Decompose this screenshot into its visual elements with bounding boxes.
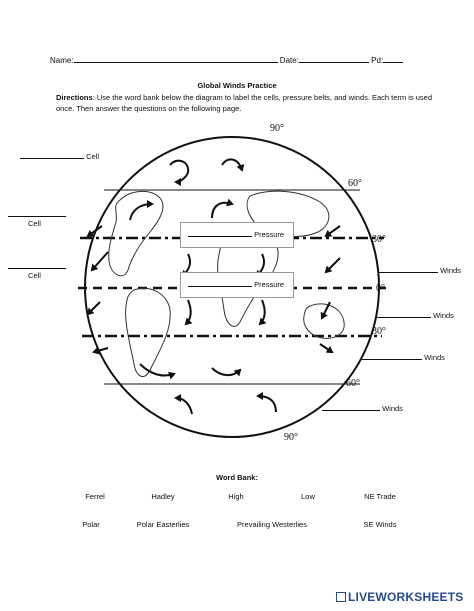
degree-60-south: 60° <box>346 378 360 389</box>
word-low: Low <box>301 492 315 501</box>
cell-label-text-2: Cell <box>28 219 41 228</box>
degree-60-north: 60° <box>348 178 362 189</box>
wind-blank-4[interactable] <box>322 410 380 411</box>
word-ferrel: Ferrel <box>85 492 105 501</box>
directions-label: Directions <box>56 93 93 102</box>
pressure-label-2: Pressure <box>254 280 285 289</box>
cell-label-text-1: Cell <box>86 152 100 161</box>
pd-label: Pd: <box>371 56 384 65</box>
cell-blank-1[interactable] <box>20 158 84 159</box>
degree-30-north: 30° <box>372 234 386 245</box>
pressure-box-north[interactable] <box>180 222 294 248</box>
word-se-winds: SE Winds <box>363 520 397 529</box>
wind-label-text-2: Winds <box>433 311 454 320</box>
wind-label-text-1: Winds <box>440 266 461 275</box>
word-polar: Polar <box>82 520 100 529</box>
wind-label-2 <box>375 311 454 320</box>
wind-label-1 <box>378 266 461 275</box>
word-polar-easterlies: Polar Easterlies <box>136 520 190 529</box>
name-label: Name: <box>50 56 74 65</box>
pressure-box-equator[interactable] <box>180 272 294 298</box>
cell-label-text-3: Cell <box>28 271 41 280</box>
wind-label-text-4: Winds <box>382 404 403 413</box>
degree-0-equator: 0° <box>376 283 385 294</box>
cell-label-polar <box>20 152 99 161</box>
wind-blank-2[interactable] <box>375 317 431 318</box>
wind-label-text-3: Winds <box>424 353 445 362</box>
footer-brand-text: LIVEWORKSHEETS <box>348 590 464 604</box>
word-bank-title: Word Bank: <box>216 473 258 482</box>
word-high: High <box>228 492 244 501</box>
wind-blank-1[interactable] <box>378 272 438 273</box>
pressure-blank-2[interactable] <box>188 286 252 287</box>
liveworksheets-logo-icon <box>336 592 346 602</box>
directions-text: : Use the word bank below the diagram to label the cells, pressure belts, and winds. Each term is used once. Then answer the questions on the following page. <box>56 93 433 113</box>
page-title: Global Winds Practice <box>197 81 277 90</box>
degree-90-bottom: 90° <box>284 432 298 443</box>
word-hadley: Hadley <box>151 492 175 501</box>
cell-label-ferrel <box>8 210 66 228</box>
wind-label-4 <box>322 404 403 413</box>
word-prevailing-westerlies: Prevailing Westerlies <box>237 520 307 529</box>
degree-30-south: 30° <box>372 326 386 337</box>
date-label: Date: <box>279 56 299 65</box>
degree-90-top: 90° <box>270 123 284 134</box>
cell-blank-2[interactable] <box>8 216 66 217</box>
footer-brand[interactable] <box>336 590 463 604</box>
cell-label-hadley <box>8 262 66 280</box>
word-ne-trade: NE Trade <box>364 492 396 501</box>
wind-blank-3[interactable] <box>362 359 422 360</box>
cell-blank-3[interactable] <box>8 268 66 269</box>
pressure-label-1: Pressure <box>254 230 285 239</box>
pressure-blank-1[interactable] <box>188 236 252 237</box>
wind-label-3 <box>362 353 445 362</box>
